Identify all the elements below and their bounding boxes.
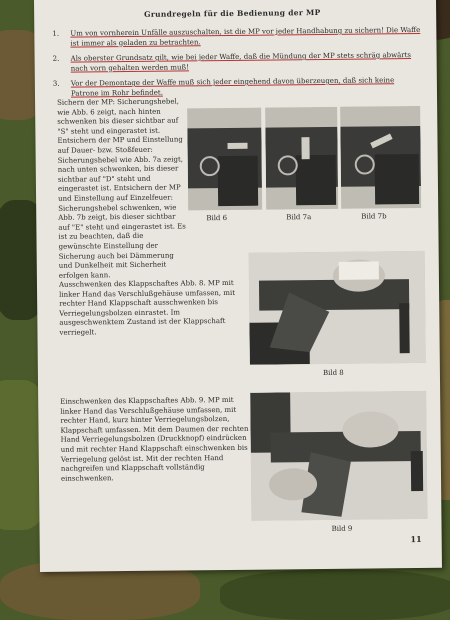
rule-text: Vor der Demontage der Waffe muß sich jeder eingehend davon überzeugen, daß sich keine Patrone im Rohr befindet. — [70, 76, 395, 98]
rule-item — [52, 26, 422, 49]
unfold-stock-instructions: Ausschwenken des Klappschaftes Abb. 8. MP mit linker Hand das Verschlußgehäuse umfassen, mit rechter Hand Klappschaft ausschwenken bis Verriegelungsbolzen einrastet. Im ausgeschwenktem Zustand ist der Klappschaft verriegelt. — [58, 278, 236, 337]
caption-bild-6: Bild 6 — [206, 213, 228, 223]
page-header: Grundregeln für die Bedienung der MP — [144, 8, 321, 19]
caption-bild-8: Bild 8 — [322, 368, 344, 377]
caption-bild-9: Bild 9 — [331, 524, 353, 533]
rule-number: 2. — [52, 54, 60, 63]
page-number: 11 — [410, 533, 422, 545]
rule-text: Als oberster Grundsatz gilt, wie bei jeder Waffe, daß die Mündung der MP stets schräg abwärts nach vorn gehalten werden muß! — [70, 51, 412, 73]
photo-bild-7b — [340, 106, 421, 209]
rule-text: Um von vornherein Unfälle auszuschalten, ist die MP vor jeder Handhabung zu sichern! Die Waffe ist immer als geladen zu betrachten. — [70, 25, 421, 48]
caption-bild-7b: Bild 7b — [361, 212, 387, 221]
photo-bild-7a — [265, 107, 338, 210]
manual-page — [34, 0, 442, 572]
caption-bild-7a: Bild 7a — [286, 213, 312, 222]
rule-number: 3. — [52, 79, 60, 88]
camo-patch — [220, 570, 450, 620]
rule-item — [53, 51, 423, 74]
rule-number: 1. — [52, 29, 60, 38]
safety-instructions: Sichern der MP: Sicherungshebel, wie Abb. 6 zeigt, nach hinten schwenken bis dieser sichtbar auf "S" steht und eingerastet ist. Entsichern der MP und Einstellung auf Dauer- bzw. Stoßfeuer: Sicherungshebel wie Abb. 7a zeigt, nach unten schwenken, bis dieser sichtbar auf "D" steht und eingerastet ist. Entsichern der MP und Einstellung auf Einzelfeuer: Sicherungshebel schwenken, wie Abb. 7b zeigt, bis dieser sichtbar auf "E" steht und eingerastet ist. Es ist zu beachten, daß die gewünschte Einstellung der Sicherung auch bei Dämmerung und Dunkelheit mit Sicherheit erfolgen kann. — [57, 97, 186, 280]
rule-list — [52, 26, 423, 105]
rule-item — [53, 76, 423, 99]
photo-bild-9 — [250, 391, 427, 521]
photo-bild-8 — [249, 251, 426, 365]
photo-bild-6 — [187, 108, 262, 211]
fold-stock-instructions: Einschwenken des Klappschaftes Abb. 9. MP mit linker Hand das Verschlußgehäuse umfassen, mit rechter Hand, kurz hinter Verriegelungsbolzen, Klappschaft umfassen. Mit dem Daumen der rechten Hand Verriegelungsbolzen (Druckknopf) eindrücken und mit rechter Hand Klappschaft einschwenken bis Verriegelung gelöst ist. Mit der rechten Hand nachgreifen und Klappschaft vollständig einschwenken. — [60, 395, 249, 483]
